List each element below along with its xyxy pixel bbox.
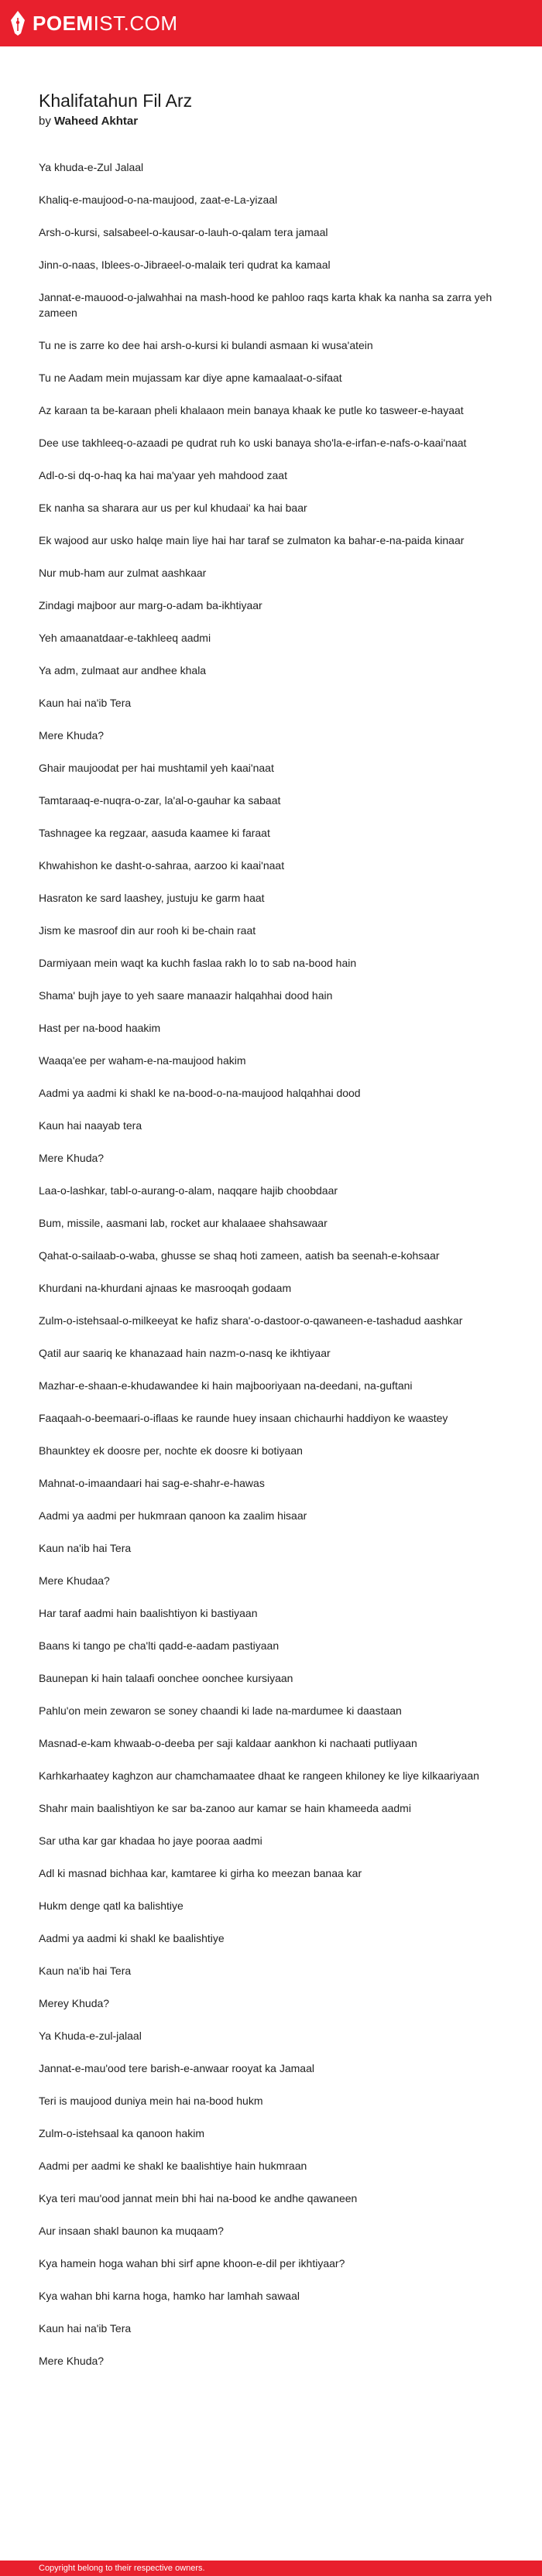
poem-line: Jism ke masroof din aur rooh ki be-chain raat	[39, 924, 256, 937]
poem-line: Faaqaah-o-beemaari-o-iflaas ke raunde huey insaan chichaurhi haddiyon ke waastey	[39, 1412, 448, 1424]
logo-text-strong: POEM	[33, 12, 94, 35]
poem-line: Khwahishon ke dasht-o-sahraa, aarzoo ki kaai'naat	[39, 859, 285, 872]
poem-line: Mere Khuda?	[39, 2355, 105, 2367]
poem-line: Mahnat-o-imaandaari hai sag-e-shahr-e-hawas	[39, 1477, 265, 1489]
logo-text-light: IST.COM	[93, 12, 178, 35]
site-logo[interactable]	[9, 10, 178, 36]
poem-title: Khalifatahun Fil Arz	[39, 91, 193, 111]
poem-line: Baunepan ki hain talaafi oonchee oonchee kursiyaan	[39, 1672, 293, 1684]
poem-line: Qatil aur saariq ke khanazaad hain nazm-o-nasq ke ikhtiyaar	[39, 1347, 331, 1359]
poem-line: Qahat-o-sailaab-o-waba, ghusse se shaq hoti zameen, aatish ba seenah-e-kohsaar	[39, 1249, 440, 1262]
poem-line: Tamtaraaq-e-nuqra-o-zar, la'al-o-gauhar ka sabaat	[39, 794, 281, 807]
copyright-text: Copyright belong to their respective owners.	[39, 2563, 205, 2573]
poem-line: Aadmi per aadmi ke shakl ke baalishtiye hain hukmraan	[39, 2160, 307, 2172]
poem-line: Ek wajood aur usko halqe main liye hai har taraf se zulmaton ka bahar-e-na-paida kinaar	[39, 534, 465, 546]
poem-line: Khurdani na-khurdani ajnaas ke masrooqah godaam	[39, 1282, 292, 1294]
poem-line: Teri is maujood duniya mein hai na-bood hukm	[39, 2095, 263, 2107]
poem-line: Jinn-o-naas, Iblees-o-Jibraeel-o-malaik teri qudrat ka kamaal	[39, 259, 331, 271]
pen-nib-icon	[9, 10, 26, 36]
poem-line: Az karaan ta be-karaan pheli khalaaon mein banaya khaak ke putle ko tasweer-e-hayaat	[39, 404, 464, 416]
byline	[39, 115, 503, 128]
poem-line: Hukm denge qatl ka balishtiye	[39, 1899, 184, 1912]
poem-line: Jannat-e-mau'ood tere barish-e-anwaar rooyat ka Jamaal	[39, 2062, 314, 2074]
poem-line: Aur insaan shakl baunon ka muqaam?	[39, 2225, 224, 2237]
poem-line: Tu ne is zarre ko dee hai arsh-o-kursi ki bulandi asmaan ki wusa'atein	[39, 339, 373, 351]
poem-content	[39, 90, 503, 2386]
poem-line: Baans ki tango pe cha'lti qadd-e-aadam pastiyaan	[39, 1639, 280, 1652]
poem-line: Tu ne Aadam mein mujassam kar diye apne kamaalaat-o-sifaat	[39, 372, 342, 384]
poem-lines	[39, 159, 503, 2369]
poem-line: Jannat-e-mauood-o-jalwahhai na mash-hood ke pahloo raqs karta khak ka nanha sa zarra yeh zameen	[39, 291, 492, 319]
poem-line: Kya hamein hoga wahan bhi sirf apne khoon-e-dil per ikhtiyaar?	[39, 2257, 345, 2269]
footer-bar	[0, 2561, 542, 2576]
poem-line: Arsh-o-kursi, salsabeel-o-kausar-o-lauh-o-qalam tera jamaal	[39, 226, 328, 238]
poem-line: Har taraf aadmi hain baalishtiyon ki bastiyaan	[39, 1607, 258, 1619]
poem-line: Pahlu'on mein zewaron se soney chaandi ki lade na-mardumee ki daastaan	[39, 1704, 402, 1717]
poem-line: Nur mub-ham aur zulmat aashkaar	[39, 567, 207, 579]
poem-line: Bhaunktey ek doosre per, nochte ek doosre ki botiyaan	[39, 1444, 303, 1457]
top-bar	[0, 0, 542, 46]
poem-line: Kaun na'ib hai Tera	[39, 1965, 132, 1977]
poem-line: Merey Khuda?	[39, 1997, 110, 2009]
poem-line: Bum, missile, aasmani lab, rocket aur khalaaee shahsawaar	[39, 1217, 328, 1229]
poem-line: Aadmi ya aadmi ki shakl ke baalishtiye	[39, 1932, 225, 1944]
poem-line: Mere Khuda?	[39, 1152, 105, 1164]
poem-line: Mazhar-e-shaan-e-khudawandee ki hain majbooriyaan na-deedani, na-guftani	[39, 1379, 413, 1392]
poem-line: Dee use takhleeq-o-azaadi pe qudrat ruh ko uski banaya sho'la-e-irfan-e-nafs-o-kaai'naat	[39, 437, 467, 449]
poem-line: Kya teri mau'ood jannat mein bhi hai na-bood ke andhe qawaneen	[39, 2192, 358, 2204]
poem-line: Mere Khudaa?	[39, 1574, 110, 1587]
poem-line: Yeh amaanatdaar-e-takhleeq aadmi	[39, 632, 211, 644]
poem-line: Ghair maujoodat per hai mushtamil yeh kaai'naat	[39, 762, 274, 774]
poem-line: Masnad-e-kam khwaab-o-deeba per saji kaldaar aankhon ki nachaati putliyaan	[39, 1737, 417, 1749]
by-label: by	[39, 115, 51, 128]
poem-line: Aadmi ya aadmi per hukmraan qanoon ka zaalim hisaar	[39, 1509, 307, 1522]
poem-line: Shahr main baalishtiyon ke sar ba-zanoo aur kamar se hain khameeda aadmi	[39, 1802, 411, 1814]
poem-line: Ya Khuda-e-zul-jalaal	[39, 2030, 142, 2042]
poem-line: Kaun hai na'ib Tera	[39, 2322, 132, 2334]
poem-line: Mere Khuda?	[39, 729, 105, 742]
author-link[interactable]: Waheed Akhtar	[54, 115, 139, 128]
poem-line: Waaqa'ee per waham-e-na-maujood hakim	[39, 1054, 246, 1067]
poem-line: Kaun na'ib hai Tera	[39, 1542, 132, 1554]
poem-line: Hast per na-bood haakim	[39, 1022, 161, 1034]
poem-line: Shama' bujh jaye to yeh saare manaazir halqahhai dood hain	[39, 989, 333, 1002]
poem-line: Kaun hai na'ib Tera	[39, 697, 132, 709]
poem-line: Kaun hai naayab tera	[39, 1119, 142, 1132]
poem-line: Karhkarhaatey kaghzon aur chamchamaatee dhaat ke rangeen khiloney ke liye kilkaariyaan	[39, 1769, 479, 1782]
poem-line: Zulm-o-istehsaal-o-milkeeyat ke hafiz shara'-o-dastoor-o-qawaneen-e-tashadud aashkar	[39, 1314, 463, 1327]
poem-line: Hasraton ke sard laashey, justuju ke garm haat	[39, 892, 265, 904]
poem-line: Khaliq-e-maujood-o-na-maujood, zaat-e-La-yizaal	[39, 194, 278, 206]
poem-line: Sar utha kar gar khadaa ho jaye pooraa aadmi	[39, 1834, 262, 1847]
poem-line: Darmiyaan mein waqt ka kuchh faslaa rakh lo to sab na-bood hain	[39, 957, 357, 969]
poem-line: Zindagi majboor aur marg-o-adam ba-ikhtiyaar	[39, 599, 262, 611]
poem-line: Adl ki masnad bichhaa kar, kamtaree ki girha ko meezan banaa kar	[39, 1867, 362, 1879]
poem-line: Tashnagee ka regzaar, aasuda kaamee ki faraat	[39, 827, 270, 839]
poem-line: Ya adm, zulmaat aur andhee khala	[39, 664, 207, 677]
poem-line: Ek nanha sa sharara aur us per kul khudaai' ka hai baar	[39, 502, 307, 514]
poem-line: Ya khuda-e-Zul Jalaal	[39, 161, 144, 173]
poem-line: Adl-o-si dq-o-haq ka hai ma'yaar yeh mahdood zaat	[39, 469, 287, 481]
poem-line: Laa-o-lashkar, tabl-o-aurang-o-alam, naqqare hajib choobdaar	[39, 1184, 338, 1197]
poem-line: Zulm-o-istehsaal ka qanoon hakim	[39, 2127, 204, 2139]
poem-line: Kya wahan bhi karna hoga, hamko har lamhah sawaal	[39, 2290, 300, 2302]
poem-line: Aadmi ya aadmi ki shakl ke na-bood-o-na-maujood halqahhai dood	[39, 1087, 361, 1099]
